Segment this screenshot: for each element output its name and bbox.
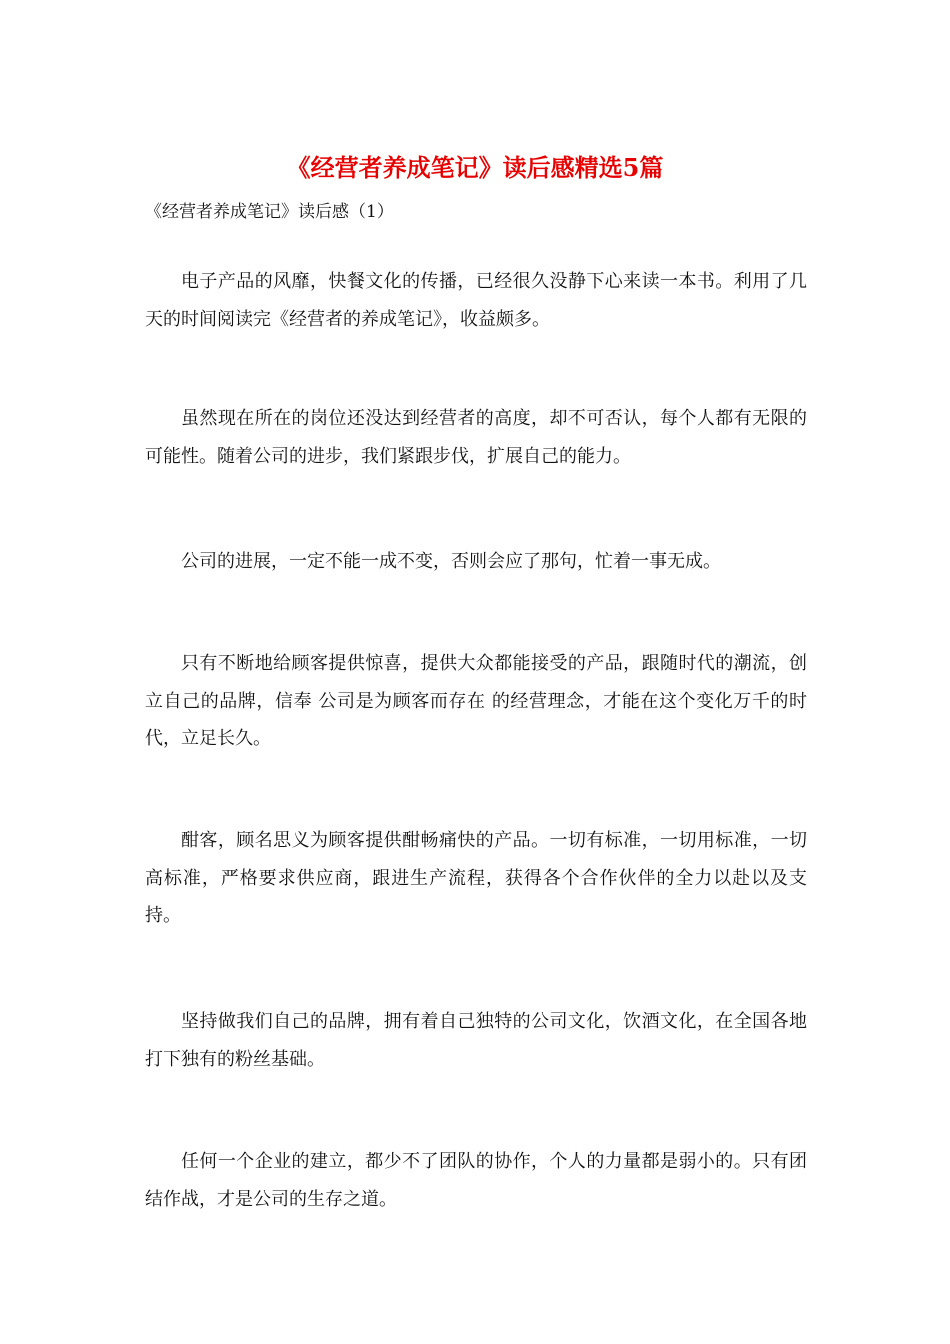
document-title: 《经营者养成笔记》读后感精选5篇 xyxy=(286,153,664,182)
paragraph-2: 虽然现在所在的岗位还没达到经营者的高度，却不可否认，每个人都有无限的可能性。随着公司的进步，我们紧跟步伐，扩展自己的能力。 xyxy=(145,408,807,467)
section-heading: 《经营者养成笔记》读后感（1） xyxy=(145,202,394,222)
paragraph-4: 只有不断地给顾客提供惊喜，提供大众都能接受的产品，跟随时代的潮流，创立自己的品牌，信奉 公司是为顾客而存在 的经营理念，才能在这个变化万千的时代，立足长久。 xyxy=(145,653,807,749)
paragraph-1: 电子产品的风靡，快餐文化的传播，已经很久没静下心来读一本书。利用了几天的时间阅读完《经营者的养成笔记》，收益颇多。 xyxy=(145,271,807,330)
paragraph-3: 公司的进展，一定不能一成不变，否则会应了那句，忙着一事无成。 xyxy=(181,551,721,572)
paragraph-5: 酣客，顾名思义为顾客提供酣畅痛快的产品。一切有标准，一切用标准，一切高标准，严格要求供应商，跟进生产流程，获得各个合作伙伴的全力以赴以及支持。 xyxy=(145,830,807,926)
paragraph-7: 任何一个企业的建立，都少不了团队的协作，个人的力量都是弱小的。只有团结作战，才是公司的生存之道。 xyxy=(145,1151,807,1210)
paragraph-6: 坚持做我们自己的品牌，拥有着自己独特的公司文化，饮酒文化，在全国各地打下独有的粉丝基础。 xyxy=(145,1011,807,1070)
